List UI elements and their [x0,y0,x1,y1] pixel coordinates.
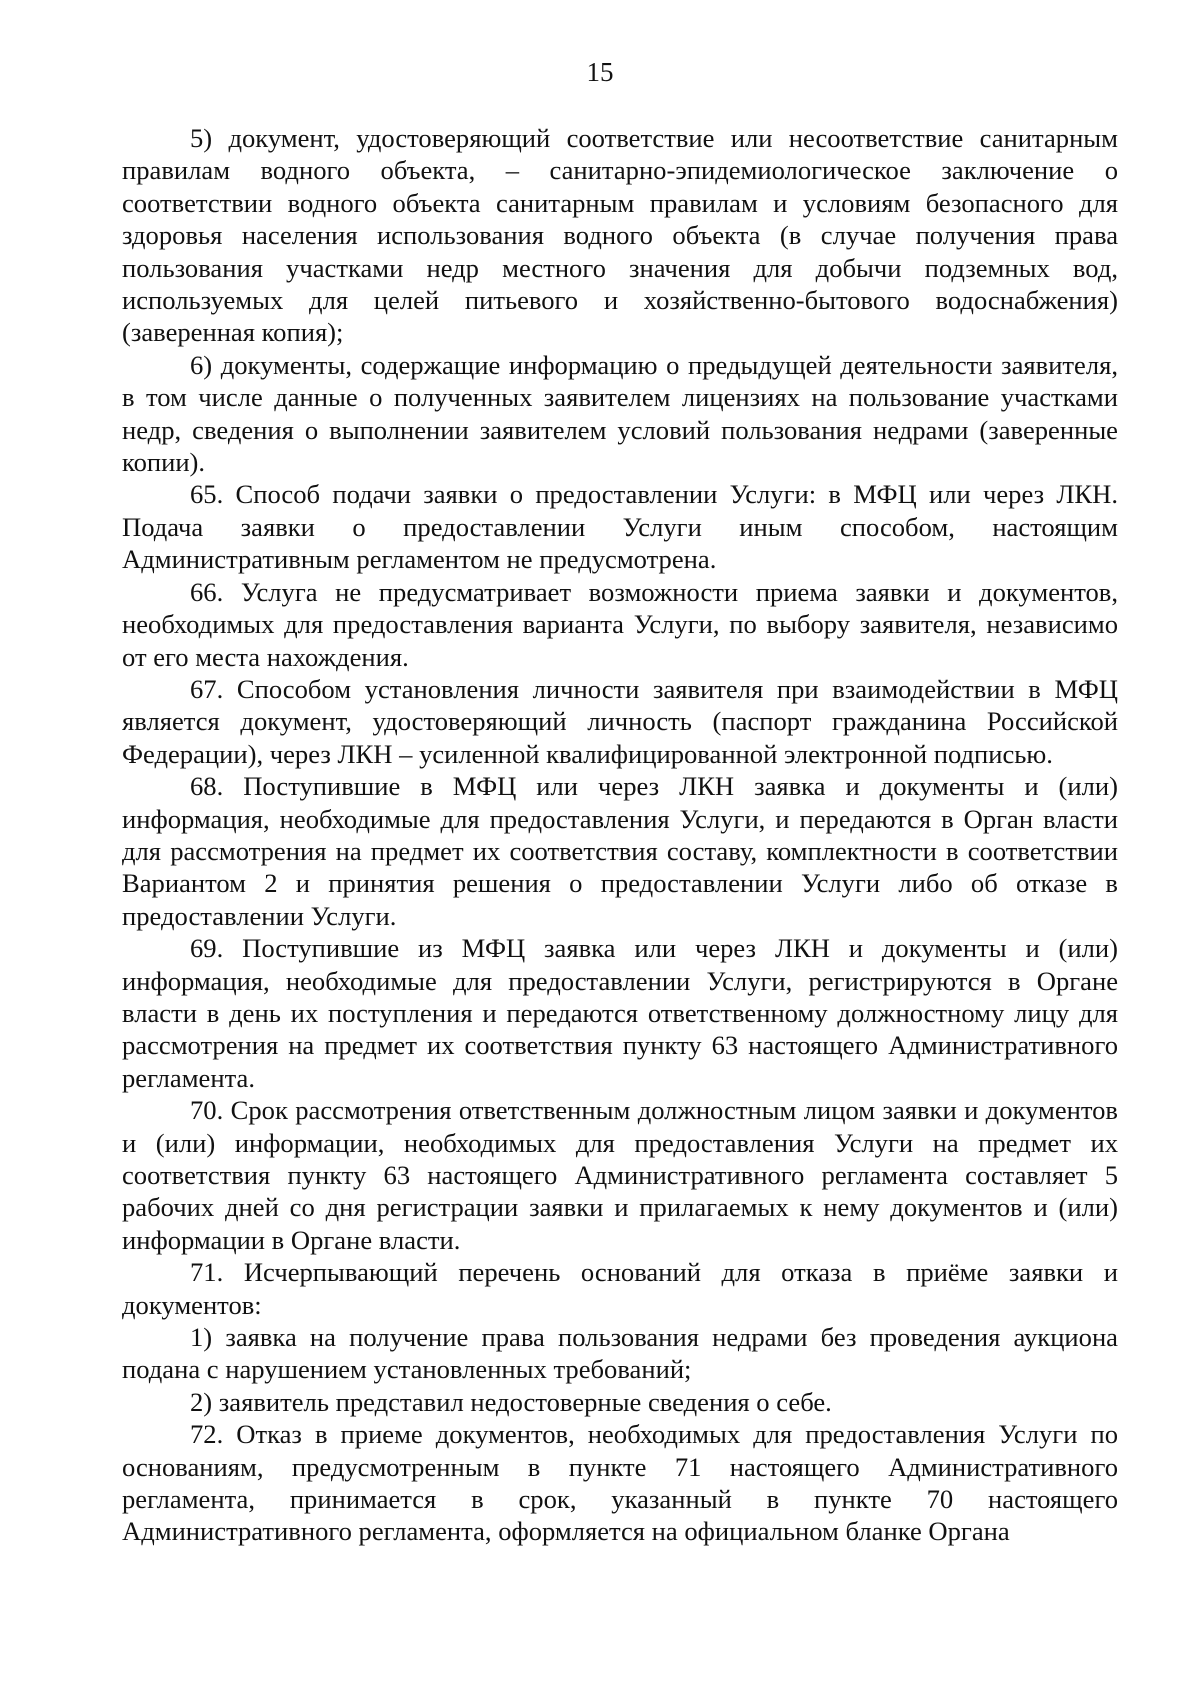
paragraph-item-6: 6) документы, содержащие информацию о предыдущей деятельности заявителя, в том числе данные о полученных заявителем лицензиях на пользование участками недр, сведения о выполнении заявителем условий пользования недрами (заверенные копии). [122,349,1118,478]
paragraph-68: 68. Поступившие в МФЦ или через ЛКН заявка и документы и (или) информация, необходимые для предоставления Услуги, и передаются в Орган власти для рассмотрения на предмет их соответствия составу, комплектности в соответствии Вариантом 2 и принятия решения о предоставлении Услуги либо об отказе в предоставлении Услуги. [122,771,1118,931]
paragraph-71: 71. Исчерпывающий перечень оснований для отказа в приёме заявки и документов: [122,1257,1118,1320]
document-body [122,122,1118,1548]
page-number: 15 [586,57,614,87]
paragraph-67: 67. Способом установления личности заявителя при взаимодействии в МФЦ является документ, удостоверяющий личность (паспорт гражданина Российской Федерации), через ЛКН – усиленной квалифицированной электронной подписью. [122,673,1118,769]
paragraph-72: 72. Отказ в приеме документов, необходимых для предоставления Услуги по основаниям, предусмотренным в пункте 71 настоящего Административного регламента, принимается в срок, указанный в пункте 70 настоящего Административного регламента, оформляется на официальном бланке Органа [122,1419,1118,1547]
paragraph-71-item-1: 1) заявка на получение права пользования недрами без проведения аукциона подана с нарушением установленных требований; [122,1322,1118,1385]
paragraph-66: 66. Услуга не предусматривает возможности приема заявки и документов, необходимых для предоставления варианта Услуги, по выбору заявителя, независимо от его места нахождения. [122,576,1118,672]
paragraph-item-5: 5) документ, удостоверяющий соответствие или несоответствие санитарным правилам водного объекта, – санитарно-эпидемиологическое заключение о соответствии водного объекта санитарным правилам и условиям безопасного для здоровья населения использования водного объекта (в случае получения права пользования участками недр местного значения для добычи подземных вод, используемых для целей питьевого и хозяйственно-бытового водоснабжения) (заверенная копия); [122,123,1118,348]
paragraph-71-item-2: 2) заявитель представил недостоверные сведения о себе. [190,1386,832,1417]
paragraph-70: 70. Срок рассмотрения ответственным должностным лицом заявки и документов и (или) информации, необходимых для предоставления Услуги на предмет их соответствия пункту 63 настоящего Административного регламента составляет 5 рабочих дней со дня регистрации заявки и прилагаемых к нему документов и (или) информации в Органе власти. [122,1095,1118,1255]
paragraph-69: 69. Поступившие из МФЦ заявка или через ЛКН и документы и (или) информация, необходимые для предоставлении Услуги, регистрируются в Органе власти в день их поступления и передаются ответственному должностному лицу для рассмотрения на предмет их соответствия пункту 63 настоящего Административного регламента. [122,933,1118,1093]
paragraph-65: 65. Способ подачи заявки о предоставлении Услуги: в МФЦ или через ЛКН. Подача заявки о предоставлении Услуги иным способом, настоящим Административным регламентом не предусмотрена. [122,479,1118,575]
